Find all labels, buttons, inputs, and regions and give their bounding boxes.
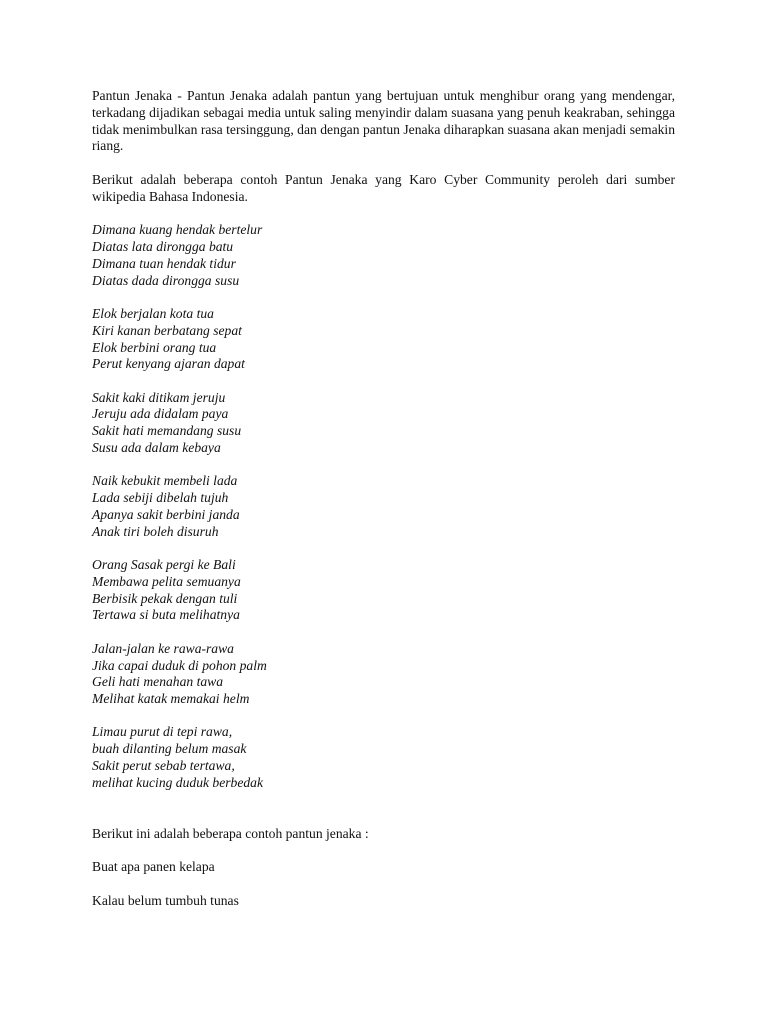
pantun-line: Sakit perut sebab tertawa, [92, 758, 235, 773]
pantun-line: Jeruju ada didalam paya [92, 406, 229, 422]
pantun-stanza-3 [92, 390, 675, 457]
pantun-stanza-1 [92, 222, 675, 289]
pantun-line: Melihat katak memakai helm [92, 691, 250, 707]
pantun-line: melihat kucing duduk berbedak [92, 774, 264, 790]
pantun-line: Naik kebukit membeli lada [92, 473, 238, 489]
second-intro-paragraph: Berikut ini adalah beberapa contoh pantun jenaka : [92, 825, 369, 841]
pantun-stanza-6 [92, 641, 675, 708]
pantun-line: Orang Sasak pergi ke Bali [92, 557, 236, 573]
pantun-stanza-2 [92, 306, 675, 373]
pantun-line: Berbisik pekak dengan tuli [92, 590, 238, 606]
pantun-stanza-7 [92, 724, 675, 791]
intro-paragraph: Pantun Jenaka - Pantun Jenaka adalah pantun yang bertujuan untuk menghibur orang yang mendengar, terkadang dijadikan sebagai media untuk saling menyindir dalam suasana yang penuh keakraban, sehingga tidak menimbulkan rasa tersinggung, dan dengan pantun Jenaka diharapkan suasana akan menjadi semakin riang. [92, 88, 675, 154]
pantun-line: Elok berbini orang tua [92, 339, 217, 355]
pantun-line: Anak tiri boleh disuruh [92, 523, 219, 539]
pantun-line: Sakit hati memandang susu [92, 423, 242, 439]
extra-line: Buat apa panen kelapa [92, 859, 215, 875]
source-paragraph: Berikut adalah beberapa contoh Pantun Jenaka yang Karo Cyber Community peroleh dari sumber wikipedia Bahasa Indonesia. [92, 172, 675, 204]
pantun-line: Kiri kanan berbatang sepat [92, 322, 242, 338]
pantun-line: Diatas dada dirongga susu [92, 272, 240, 288]
pantun-line: buah dilanting belum masak [92, 741, 247, 757]
pantun-line: Lada sebiji dibelah tujuh [92, 490, 229, 506]
pantun-stanza-4 [92, 473, 675, 540]
pantun-stanza-5 [92, 557, 675, 624]
pantun-line: Sakit kaki ditikam jeruju [92, 389, 226, 405]
pantun-line: Susu ada dalam kebaya [92, 440, 221, 456]
pantun-line: Dimana tuan hendak tidur [92, 255, 236, 271]
pantun-line: Perut kenyang ajaran dapat [92, 356, 245, 372]
pantun-line: Membawa pelita semuanya [92, 573, 241, 589]
pantun-line: Jalan-jalan ke rawa-rawa [92, 640, 234, 656]
pantun-line: Geli hati menahan tawa [92, 674, 224, 690]
pantun-line: Dimana kuang hendak bertelur [92, 222, 263, 238]
pantun-line: Elok berjalan kota tua [92, 305, 214, 321]
pantun-line: Tertawa si buta melihatnya [92, 607, 240, 623]
pantun-line: Jika capai duduk di pohon palm [92, 657, 267, 673]
extra-line: Kalau belum tumbuh tunas [92, 893, 239, 909]
document-body [92, 88, 675, 910]
pantun-line: Limau purut di tepi rawa, [92, 724, 233, 740]
pantun-line: Apanya sakit berbini janda [92, 506, 240, 522]
pantun-line: Diatas lata dirongga batu [92, 239, 234, 255]
